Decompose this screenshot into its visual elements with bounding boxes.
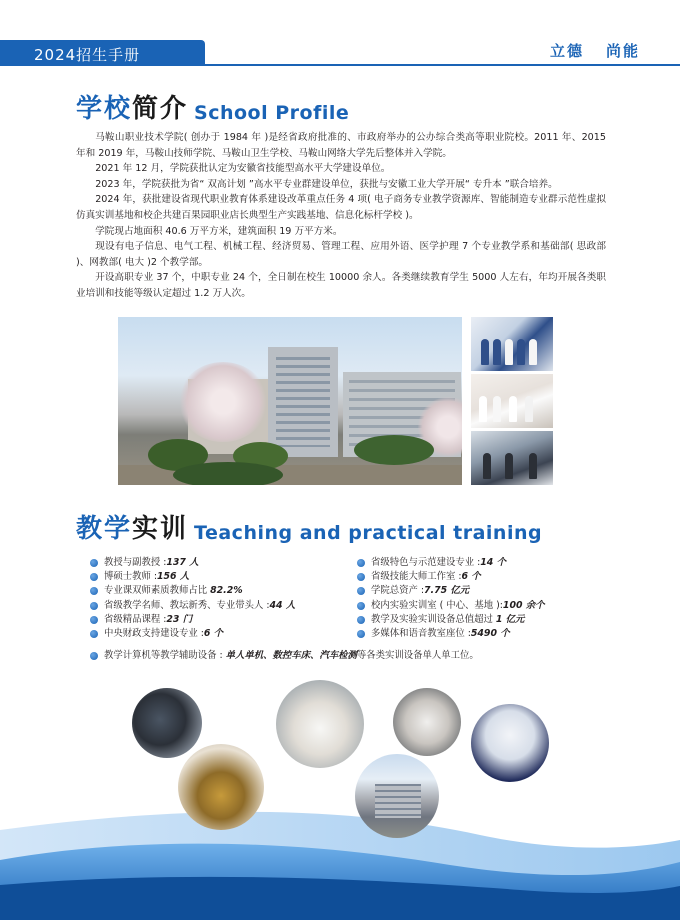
nursing-training-photo [471,374,553,428]
list-item: 省级技能大师工作室 :6 个 [357,570,545,584]
lab-training-photo [471,431,553,485]
bullet-icon [357,630,365,638]
list-item: 专业课双师素质教师占比 82.2% [90,584,295,598]
motto-word-2: 尚能 [605,42,640,60]
teaching-heading [76,508,542,545]
bullet-icon [357,587,365,595]
list-item: 教授与副教授 :137 人 [90,556,295,570]
list-item: 省级教学名师、教坛新秀、专业带头人 :44 人 [90,599,295,613]
motto-word-1: 立德 [549,42,584,60]
profile-title-part-2: 简介 [132,94,189,124]
profile-title-part-1: 学校 [76,94,133,124]
profile-paragraph: 现设有电子信息、电气工程、机械工程、经济贸易、管理工程、应用外语、医学护理 7 个专业教学系和基础部( 思政部 )、网教部( 电大 )2 个教学部。 [76,241,606,268]
teaching-title-en: Teaching and practical training [194,522,543,544]
stats-left-list [90,556,295,641]
list-item: 中央财政支持建设专业 :6 个 [90,627,295,641]
bullet-icon [357,573,365,581]
students-computer-photo [132,688,202,758]
classroom-photo [393,688,461,756]
list-item: 教学及实验实训设备总值超过 1 亿元 [357,613,545,627]
list-item: 校内实验实训室 ( 中心、基地 ):100 余个 [357,599,545,613]
list-item: 学院总资产 :7.75 亿元 [357,584,545,598]
list-item: 多媒体和语音教室座位 :5490 个 [357,627,545,641]
students-group-photo [471,317,553,371]
header-title-bar [0,40,205,66]
profile-paragraph: 2024 年，获批建设省现代职业教育体系建设改革重点任务 4 项( 电子商务专业教学资源库、智能制造专业群示范性虚拟仿真实训基地和校企共建百果园职业店长典型生产实践基地、信息化标杆学校 )。 [76,194,606,221]
teaching-title-part-2: 实训 [132,514,189,544]
list-item: 省级精品课程 :23 门 [90,613,295,627]
stats-right-list [357,556,545,641]
profile-paragraph: 开设高职专业 37 个，中职专业 24 个，全日制在校生 10000 余人。各类继续教育学生 5000 人左右，年均开展各类职业培训和技能等级认定超过 1.2 万人次。 [76,272,606,299]
campus-photo [118,317,462,485]
service-training-photo [471,704,549,782]
list-item: 省级特色与示范建设专业 :14 个 [357,556,545,570]
bullet-icon [90,652,98,660]
profile-paragraph: 马鞍山职业技术学院( 创办于 1984 年 )是经省政府批准的、市政府举办的公办综合类高等职业院校。2011 年、2015 年和 2019 年，马鞍山技师学院、马鞍山卫生学校、马鞍山网络大学先后整体并入学院。 [76,132,606,159]
bullet-icon [357,616,365,624]
list-item: 教学计算机等教学辅助设备 : 单人单机、数控车床、汽车检测等各类实训设备单人单工位。 [90,649,479,663]
bullet-icon [90,630,98,638]
medical-training-photo [276,680,364,768]
profile-paragraph: 2023 年，学院获批为省“ 双高计划 ”高水平专业群建设单位，获批与安徽工业大学开展“ 专升本 ”联合培养。 [95,178,558,190]
wave-decoration [0,790,680,920]
bullet-icon [357,602,365,610]
profile-title-en: School Profile [194,102,350,124]
header-divider [205,64,680,66]
teaching-title-part-1: 教学 [76,514,133,544]
bullet-icon [90,587,98,595]
trophies-photo [178,744,264,830]
bullet-icon [90,559,98,567]
bullet-icon [90,602,98,610]
campus-building-photo [355,754,439,838]
equipment-list [90,649,479,663]
profile-paragraph: 学院现占地面积 40.6 万平方米，建筑面积 19 万平方米。 [95,225,343,237]
motto [550,40,640,61]
bullet-icon [357,559,365,567]
profile-text [76,130,606,302]
handbook-title: 2024招生手册 [34,46,141,64]
list-item: 博硕士教师 :156 人 [90,570,295,584]
bullet-icon [90,573,98,581]
profile-heading [76,88,349,125]
bullet-icon [90,616,98,624]
profile-paragraph: 2021 年 12 月，学院获批认定为安徽省技能型高水平大学建设单位。 [95,163,391,175]
